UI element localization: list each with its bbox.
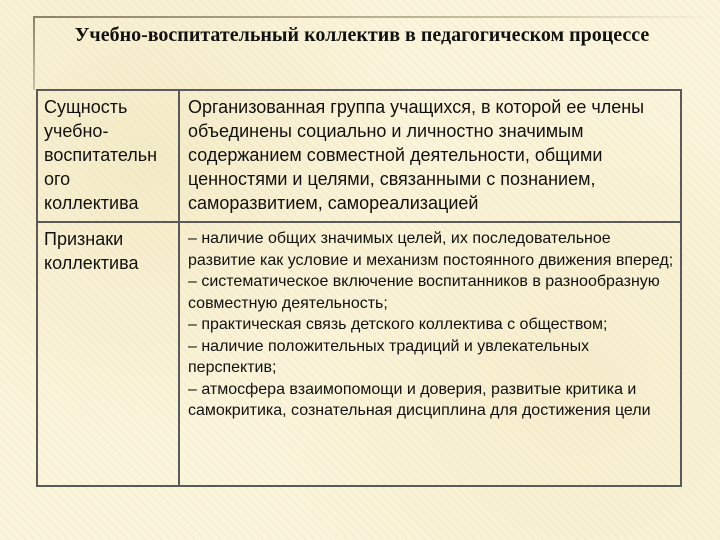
- essence-label-line: Сущность: [44, 97, 128, 117]
- content-table: [36, 89, 682, 487]
- slide-title: Учебно-воспитательный коллектив в педагогическом процессе: [74, 24, 650, 46]
- title-top-rule: [34, 16, 718, 18]
- essence-label-cell: [37, 90, 179, 222]
- essence-label-line: ого: [44, 169, 71, 189]
- essence-definition: Организованная группа учащихся, в которой ее члены объединены социально и личностно значимым содержанием совместной деятельности, общими ценностями и целями, связанными с познанием, саморазвитием, самореализацией: [179, 90, 681, 222]
- feature-item: – систематическое включение воспитанников в разнообразную совместную деятельность;: [188, 273, 660, 312]
- table-row-essence: [37, 90, 681, 222]
- essence-label-line: учебно-: [44, 121, 109, 141]
- features-label: Признаки коллектива: [37, 222, 179, 486]
- table-row-features: [37, 222, 681, 486]
- essence-label-line: коллектива: [44, 193, 139, 213]
- feature-item: – атмосфера взаимопомощи и доверия, развитые критика и самокритика, сознательная дисциплина для достижения цели: [188, 380, 651, 419]
- feature-item: – наличие положительных традиций и увлекательных перспектив;: [188, 337, 590, 376]
- feature-item: – практическая связь детского коллектива с обществом;: [188, 316, 608, 333]
- title-left-rule: [33, 16, 35, 90]
- features-list: [179, 222, 681, 486]
- feature-item: – наличие общих значимых целей, их последовательное развитие как условие и механизм постоянного движения вперед;: [188, 230, 674, 269]
- essence-label-line: воспитательн: [44, 145, 158, 165]
